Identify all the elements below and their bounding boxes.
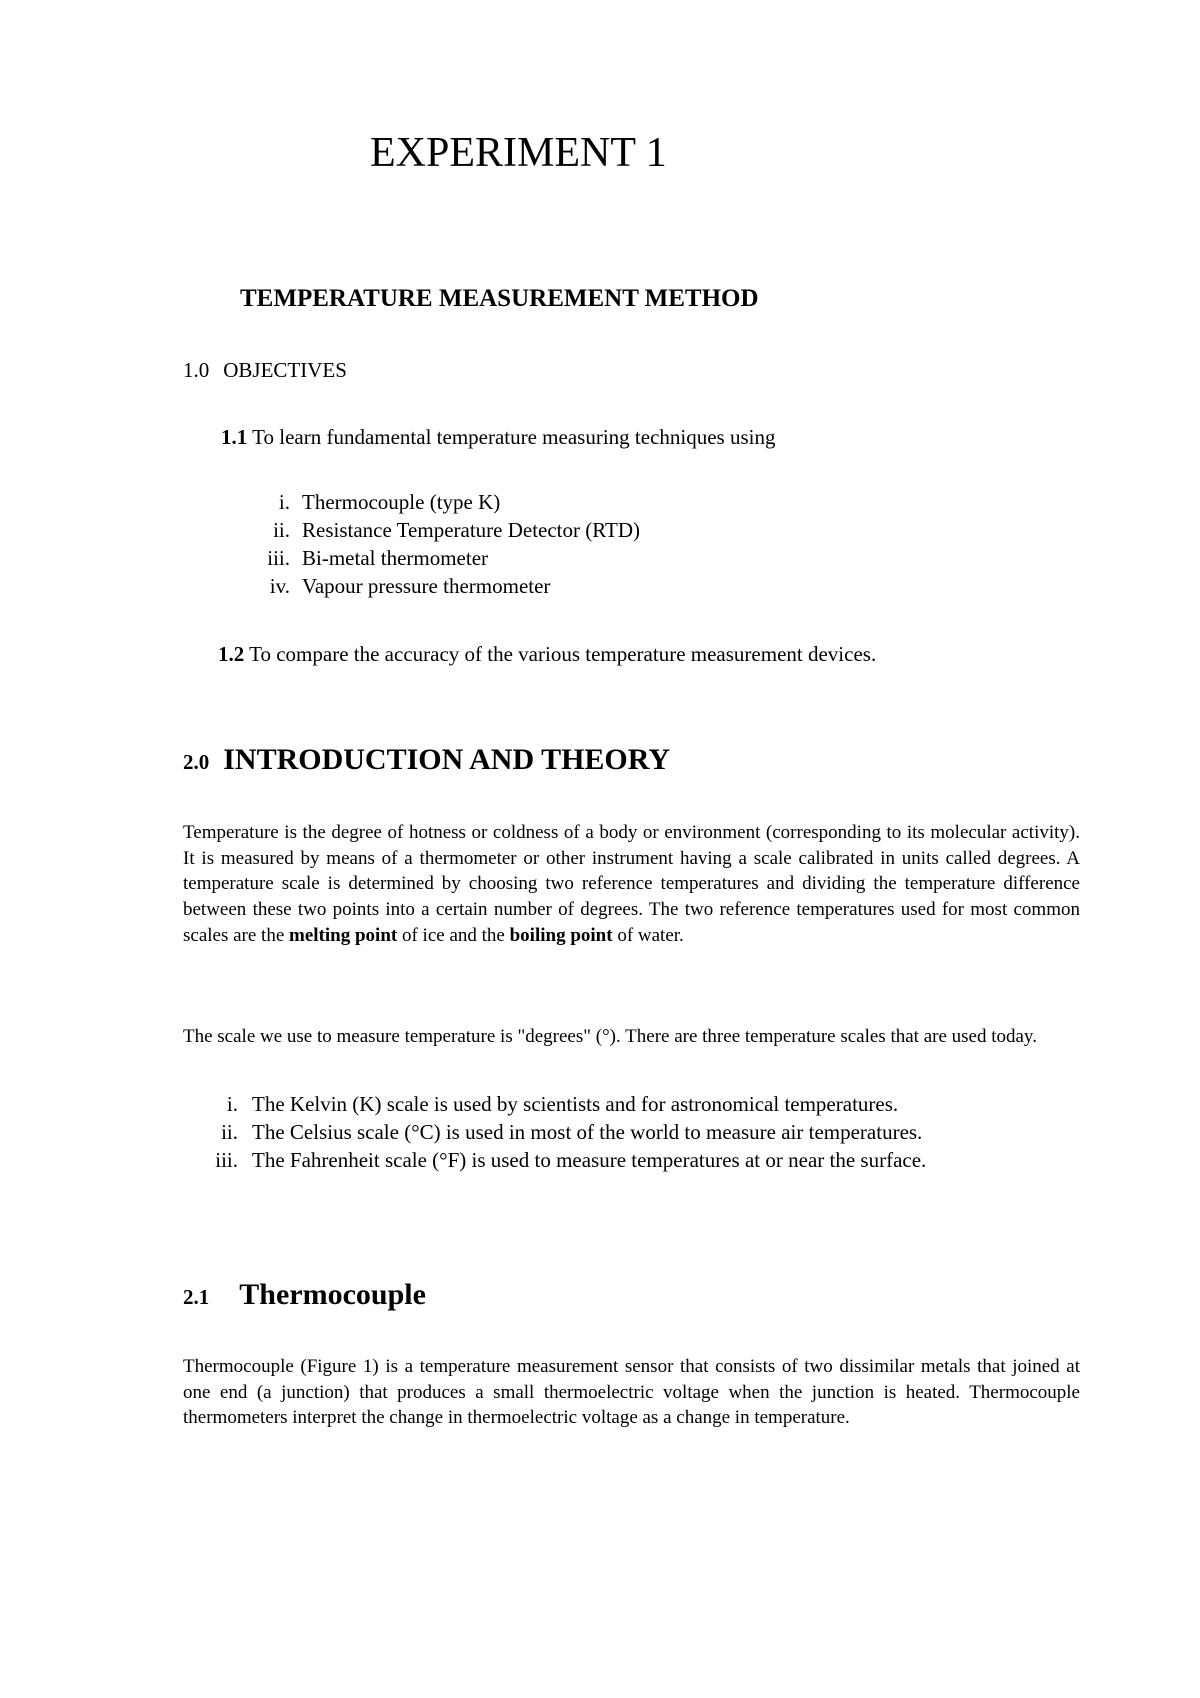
section-thermocouple-heading — [183, 1278, 426, 1312]
objective-number: 1.1 — [221, 425, 248, 449]
section-number: 2.0 — [183, 750, 210, 774]
intro-paragraph-1 — [183, 820, 1080, 949]
section-number: 2.1 — [183, 1285, 210, 1309]
list-marker: iii. — [215, 1148, 238, 1172]
objective-text: To learn fundamental temperature measuring techniques using — [247, 425, 776, 449]
section-label: Thermocouple — [239, 1278, 426, 1311]
intro-paragraph-2: The scale we use to measure temperature is "degrees" (°). There are three temperature scales that are used today. — [183, 1026, 1037, 1047]
list-marker: i. — [278, 490, 290, 514]
list-item — [0, 516, 640, 544]
section-objectives-heading — [183, 357, 347, 383]
section-label: OBJECTIVES — [223, 358, 347, 382]
list-item — [0, 1090, 926, 1118]
experiment-title: EXPERIMENT 1 — [370, 130, 667, 176]
list-item — [0, 1118, 926, 1146]
list-item — [0, 1146, 926, 1174]
section-label: INTRODUCTION AND THEORY — [223, 743, 671, 776]
intro-text: of ice and the — [397, 924, 510, 946]
objective-2 — [218, 641, 876, 667]
list-item — [0, 488, 640, 516]
list-text: Thermocouple (type K) — [302, 490, 501, 514]
scales-list — [0, 1090, 926, 1174]
list-marker: ii. — [221, 1120, 238, 1144]
list-marker: iii. — [267, 546, 290, 570]
section-number: 1.0 — [183, 358, 210, 382]
list-text: The Fahrenheit scale (°F) is used to measure temperatures at or near the surface. — [252, 1148, 927, 1172]
list-text: Resistance Temperature Detector (RTD) — [302, 518, 640, 542]
intro-text: Temperature is the degree of hotness or coldness of a body or environment (corresponding to its molecular activity). It is measured by means of a thermometer or other instrument having a scale calibrated in units called degrees. A temperature scale is determined by choosing two reference temperatures and dividing the temperature difference between these two points into a certain number of degrees. The two reference temperatures used for most common scales are the — [183, 822, 1080, 946]
intro-text: of water. — [612, 924, 684, 946]
list-marker: ii. — [273, 518, 290, 542]
objective-1 — [221, 424, 775, 450]
list-text: Vapour pressure thermometer — [302, 574, 551, 598]
list-text: The Kelvin (K) scale is used by scientists and for astronomical temperatures. — [252, 1092, 899, 1116]
objective-text: To compare the accuracy of the various temperature measurement devices. — [244, 642, 877, 666]
objective-number: 1.2 — [218, 642, 245, 666]
experiment-subtitle: TEMPERATURE MEASUREMENT METHOD — [240, 285, 759, 312]
list-text: The Celsius scale (°C) is used in most of the world to measure air temperatures. — [252, 1120, 923, 1144]
term-boiling-point: boiling point — [509, 924, 613, 946]
list-marker: i. — [226, 1092, 238, 1116]
section-introduction-heading — [183, 743, 670, 777]
thermocouple-paragraph: Thermocouple (Figure 1) is a temperature measurement sensor that consists of two dissimilar metals that joined at one end (a junction) that produces a small thermoelectric voltage when the junction is heated. Thermocouple thermometers interpret the change in thermoelectric voltage as a change in temperature. — [183, 1356, 1080, 1429]
list-item — [0, 544, 640, 572]
list-text: Bi-metal thermometer — [302, 546, 489, 570]
device-list — [0, 488, 640, 600]
list-marker: iv. — [269, 574, 290, 598]
term-melting-point: melting point — [289, 924, 398, 946]
list-item — [0, 572, 640, 600]
